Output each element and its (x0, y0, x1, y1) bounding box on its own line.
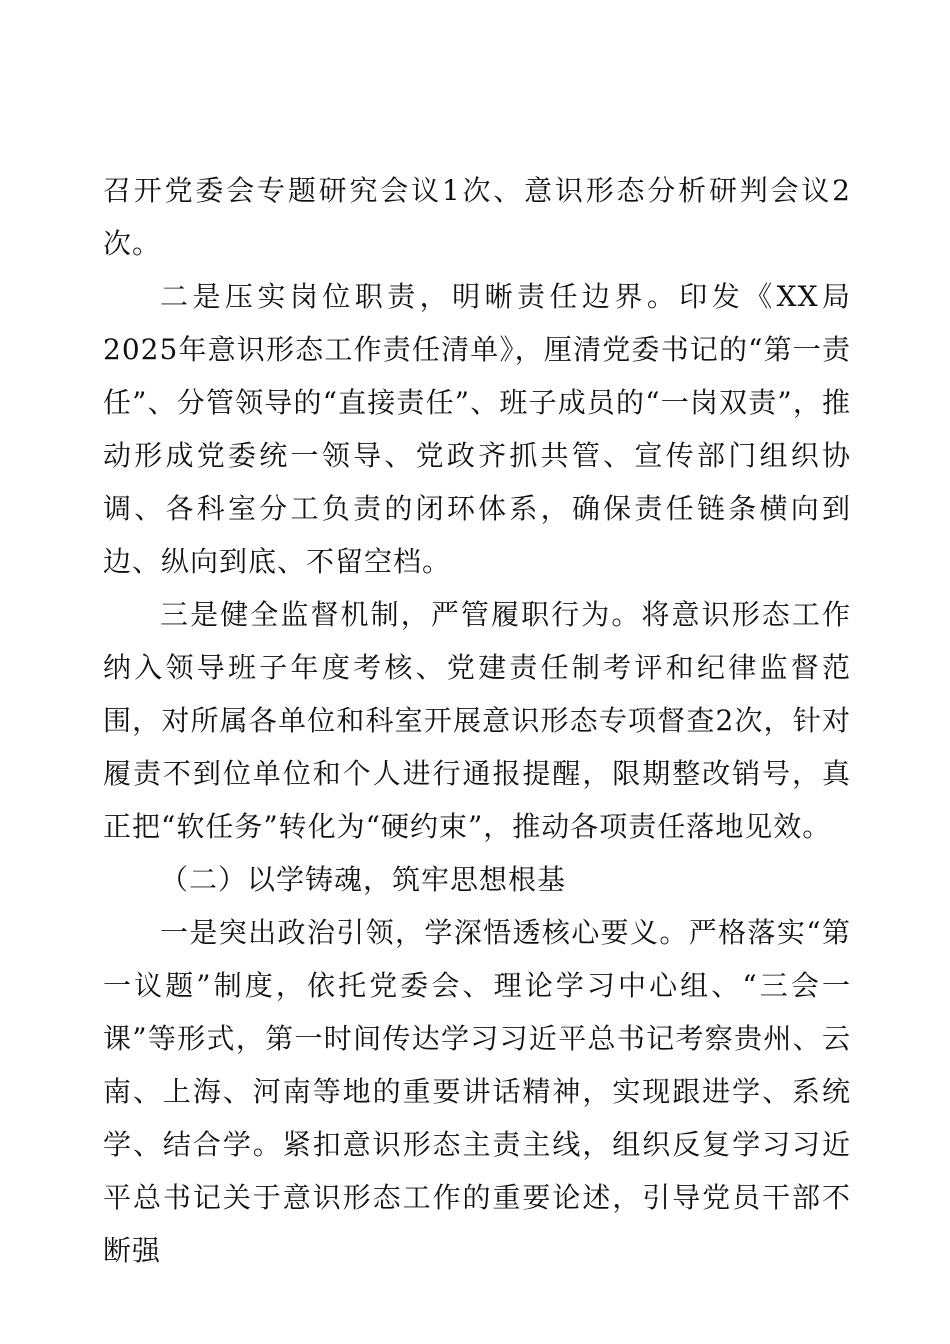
paragraph-political-guidance: 一是突出政治引领，学深悟透核心要义。严格落实“第一议题”制度，依托党委会、理论学习中心组、“三会一课”等形式，第一时间传达学习习近平总书记考察贵州、云南、上海、河南等地的重要讲话精神，实现跟进学、系统学、结合学。紧扣意识形态主责主线，组织反复学习习近平总书记关于意识形态工作的重要论述，引导党员干部不断强 (103, 916, 851, 1267)
paragraph-continuation: 召开党委会专题研究会议1次、意识形态分析研判会议2次。 (103, 174, 851, 260)
document-body (103, 164, 851, 1277)
paragraph-responsibility: 二是压实岗位职责，明晰责任边界。印发《XX局2025年意识形态工作责任清单》，厘清党委书记的“第一责任”、分管领导的“直接责任”、班子成员的“一岗双责”，推动形成党委统一领导、党政齐抓共管、宣传部门组织协调、各科室分工负责的闭环体系，确保责任链条横向到边、纵向到底、不留空档。 (103, 280, 851, 578)
section-heading: （二）以学铸魂，筑牢思想根基 (160, 863, 567, 896)
paragraph-supervision: 三是健全监督机制，严管履职行为。将意识形态工作纳入领导班子年度考核、党建责任制考评和纪律监督范围，对所属各单位和科室开展意识形态专项督查2次，针对履责不到位单位和个人进行通报提醒，限期整改销号，真正把“软任务”转化为“硬约束”，推动各项责任落地见效。 (103, 598, 851, 843)
